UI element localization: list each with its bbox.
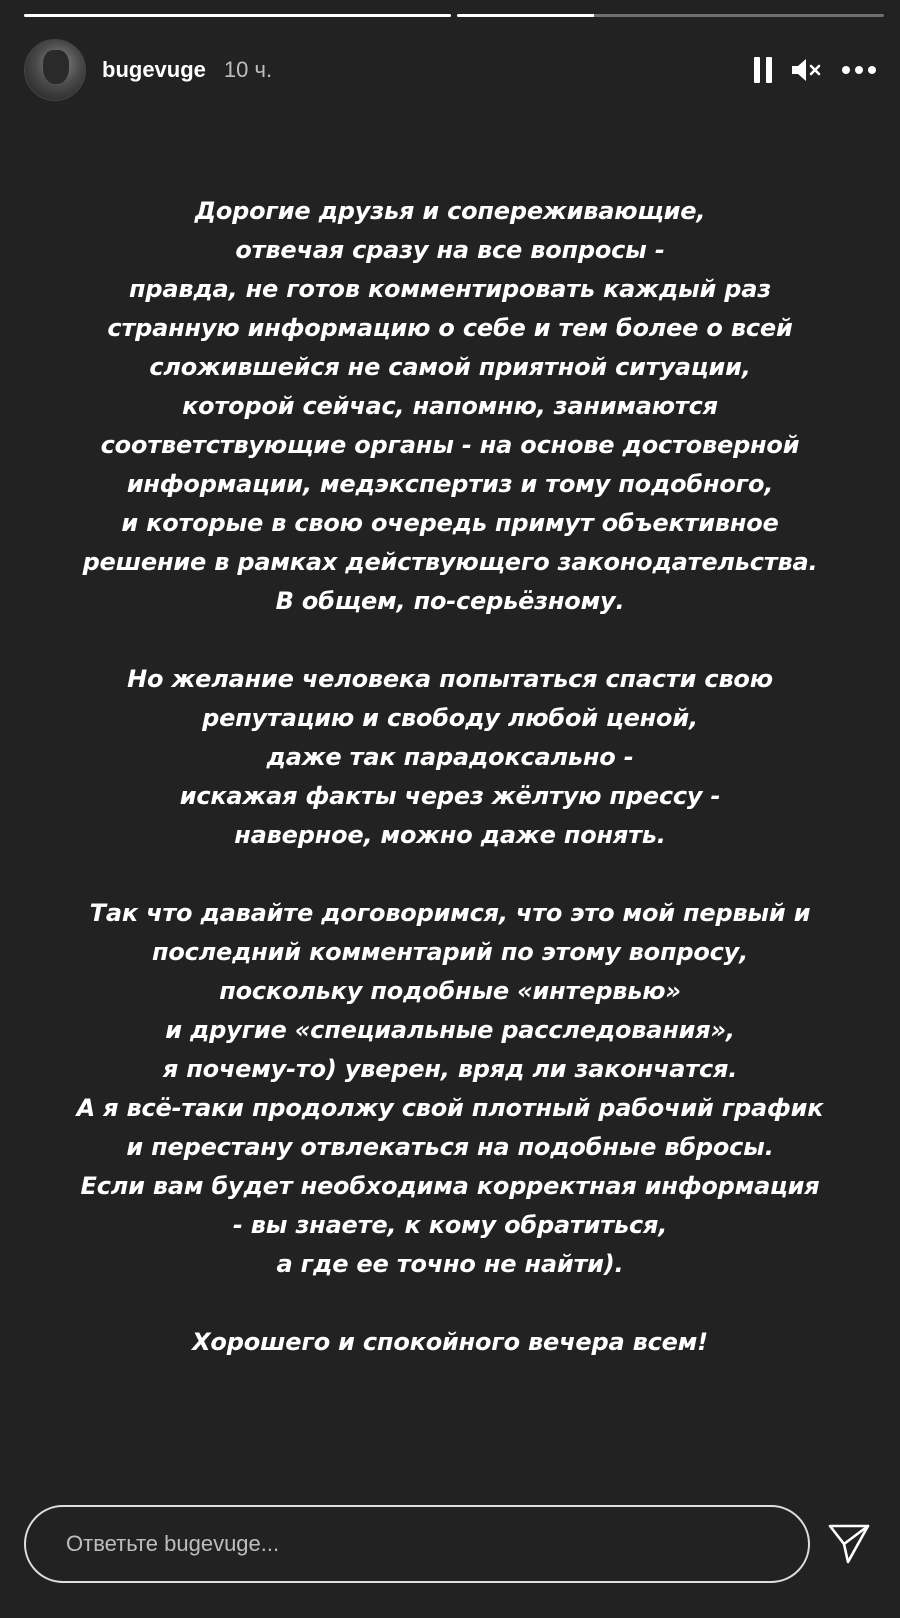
dot: [842, 66, 850, 74]
text-line: Так что давайте договоримся, что это мой первый и: [89, 899, 811, 927]
text-line: поскольку подобные «интервью»: [219, 977, 681, 1005]
text-line: искажая факты через жёлтую прессу -: [179, 782, 721, 810]
text-line: и которые в свою очередь примут объективное: [121, 509, 779, 537]
pause-icon[interactable]: [754, 57, 772, 83]
progress-segment-1: [24, 14, 451, 17]
paragraph-2: [40, 660, 860, 855]
story-controls: [754, 57, 876, 83]
dot: [855, 66, 863, 74]
text-line: репутацию и свободу любой ценой,: [202, 704, 698, 732]
more-dots-icon[interactable]: [842, 62, 876, 78]
text-line: Но желание человека попытаться спасти свою: [127, 665, 773, 693]
progress-segment-2: [457, 14, 884, 17]
text-line: которой сейчас, напомню, занимаются: [182, 392, 718, 420]
reply-box[interactable]: [24, 1505, 810, 1583]
text-line: информации, медэкспертиз и тому подобного,: [126, 470, 774, 498]
text-line: последний комментарий по этому вопросу,: [151, 938, 749, 966]
text-line: наверное, можно даже понять.: [234, 821, 666, 849]
text-line: Дорогие друзья и сопереживающие,: [194, 197, 706, 225]
story-header: [24, 40, 876, 100]
text-line: даже так парадоксально -: [266, 743, 634, 771]
text-line: решение в рамках действующего законодательства.: [82, 548, 818, 576]
dot: [868, 66, 876, 74]
pause-bar-right: [766, 57, 772, 83]
paragraph-4: [40, 1323, 860, 1362]
reply-input[interactable]: [64, 1530, 768, 1558]
pause-bar-left: [754, 57, 760, 83]
text-line: я почему-то) уверен, вряд ли закончатся.: [162, 1055, 738, 1083]
text-line: и другие «специальные расследования»,: [165, 1016, 735, 1044]
text-line: - вы знаете, к кому обратиться,: [232, 1211, 668, 1239]
paragraph-1: [40, 192, 860, 621]
text-line: сложившейся не самой приятной ситуации,: [149, 353, 751, 381]
progress-fill-1: [24, 14, 451, 17]
text-line: странную информацию о себе и тем более о всей: [107, 314, 793, 342]
text-line: правда, не готов комментировать каждый раз: [128, 275, 771, 303]
progress-fill-2: [457, 14, 594, 17]
username[interactable]: bugevuge: [102, 57, 206, 82]
story-progress-bar: [24, 14, 884, 18]
text-line: А я всё-таки продолжу свой плотный рабочий график: [76, 1094, 824, 1122]
speaker-muted-icon[interactable]: [790, 57, 824, 83]
text-line: и перестану отвлекаться на подобные вбросы.: [126, 1133, 774, 1161]
text-line: отвечая сразу на все вопросы -: [235, 236, 665, 264]
text-line: Если вам будет необходима корректная информация: [80, 1172, 820, 1200]
text-line: а где ее точно не найти).: [276, 1250, 624, 1278]
paper-plane-icon[interactable]: [826, 1520, 872, 1566]
text-line: соответствующие органы - на основе достоверной: [100, 431, 800, 459]
post-time: 10 ч.: [223, 57, 273, 82]
text-line: Хорошего и спокойного вечера всем!: [192, 1328, 708, 1356]
avatar[interactable]: [24, 39, 86, 101]
story-text: [40, 192, 860, 1401]
text-line: В общем, по-серьёзному.: [275, 587, 625, 615]
paragraph-3: [40, 894, 860, 1284]
